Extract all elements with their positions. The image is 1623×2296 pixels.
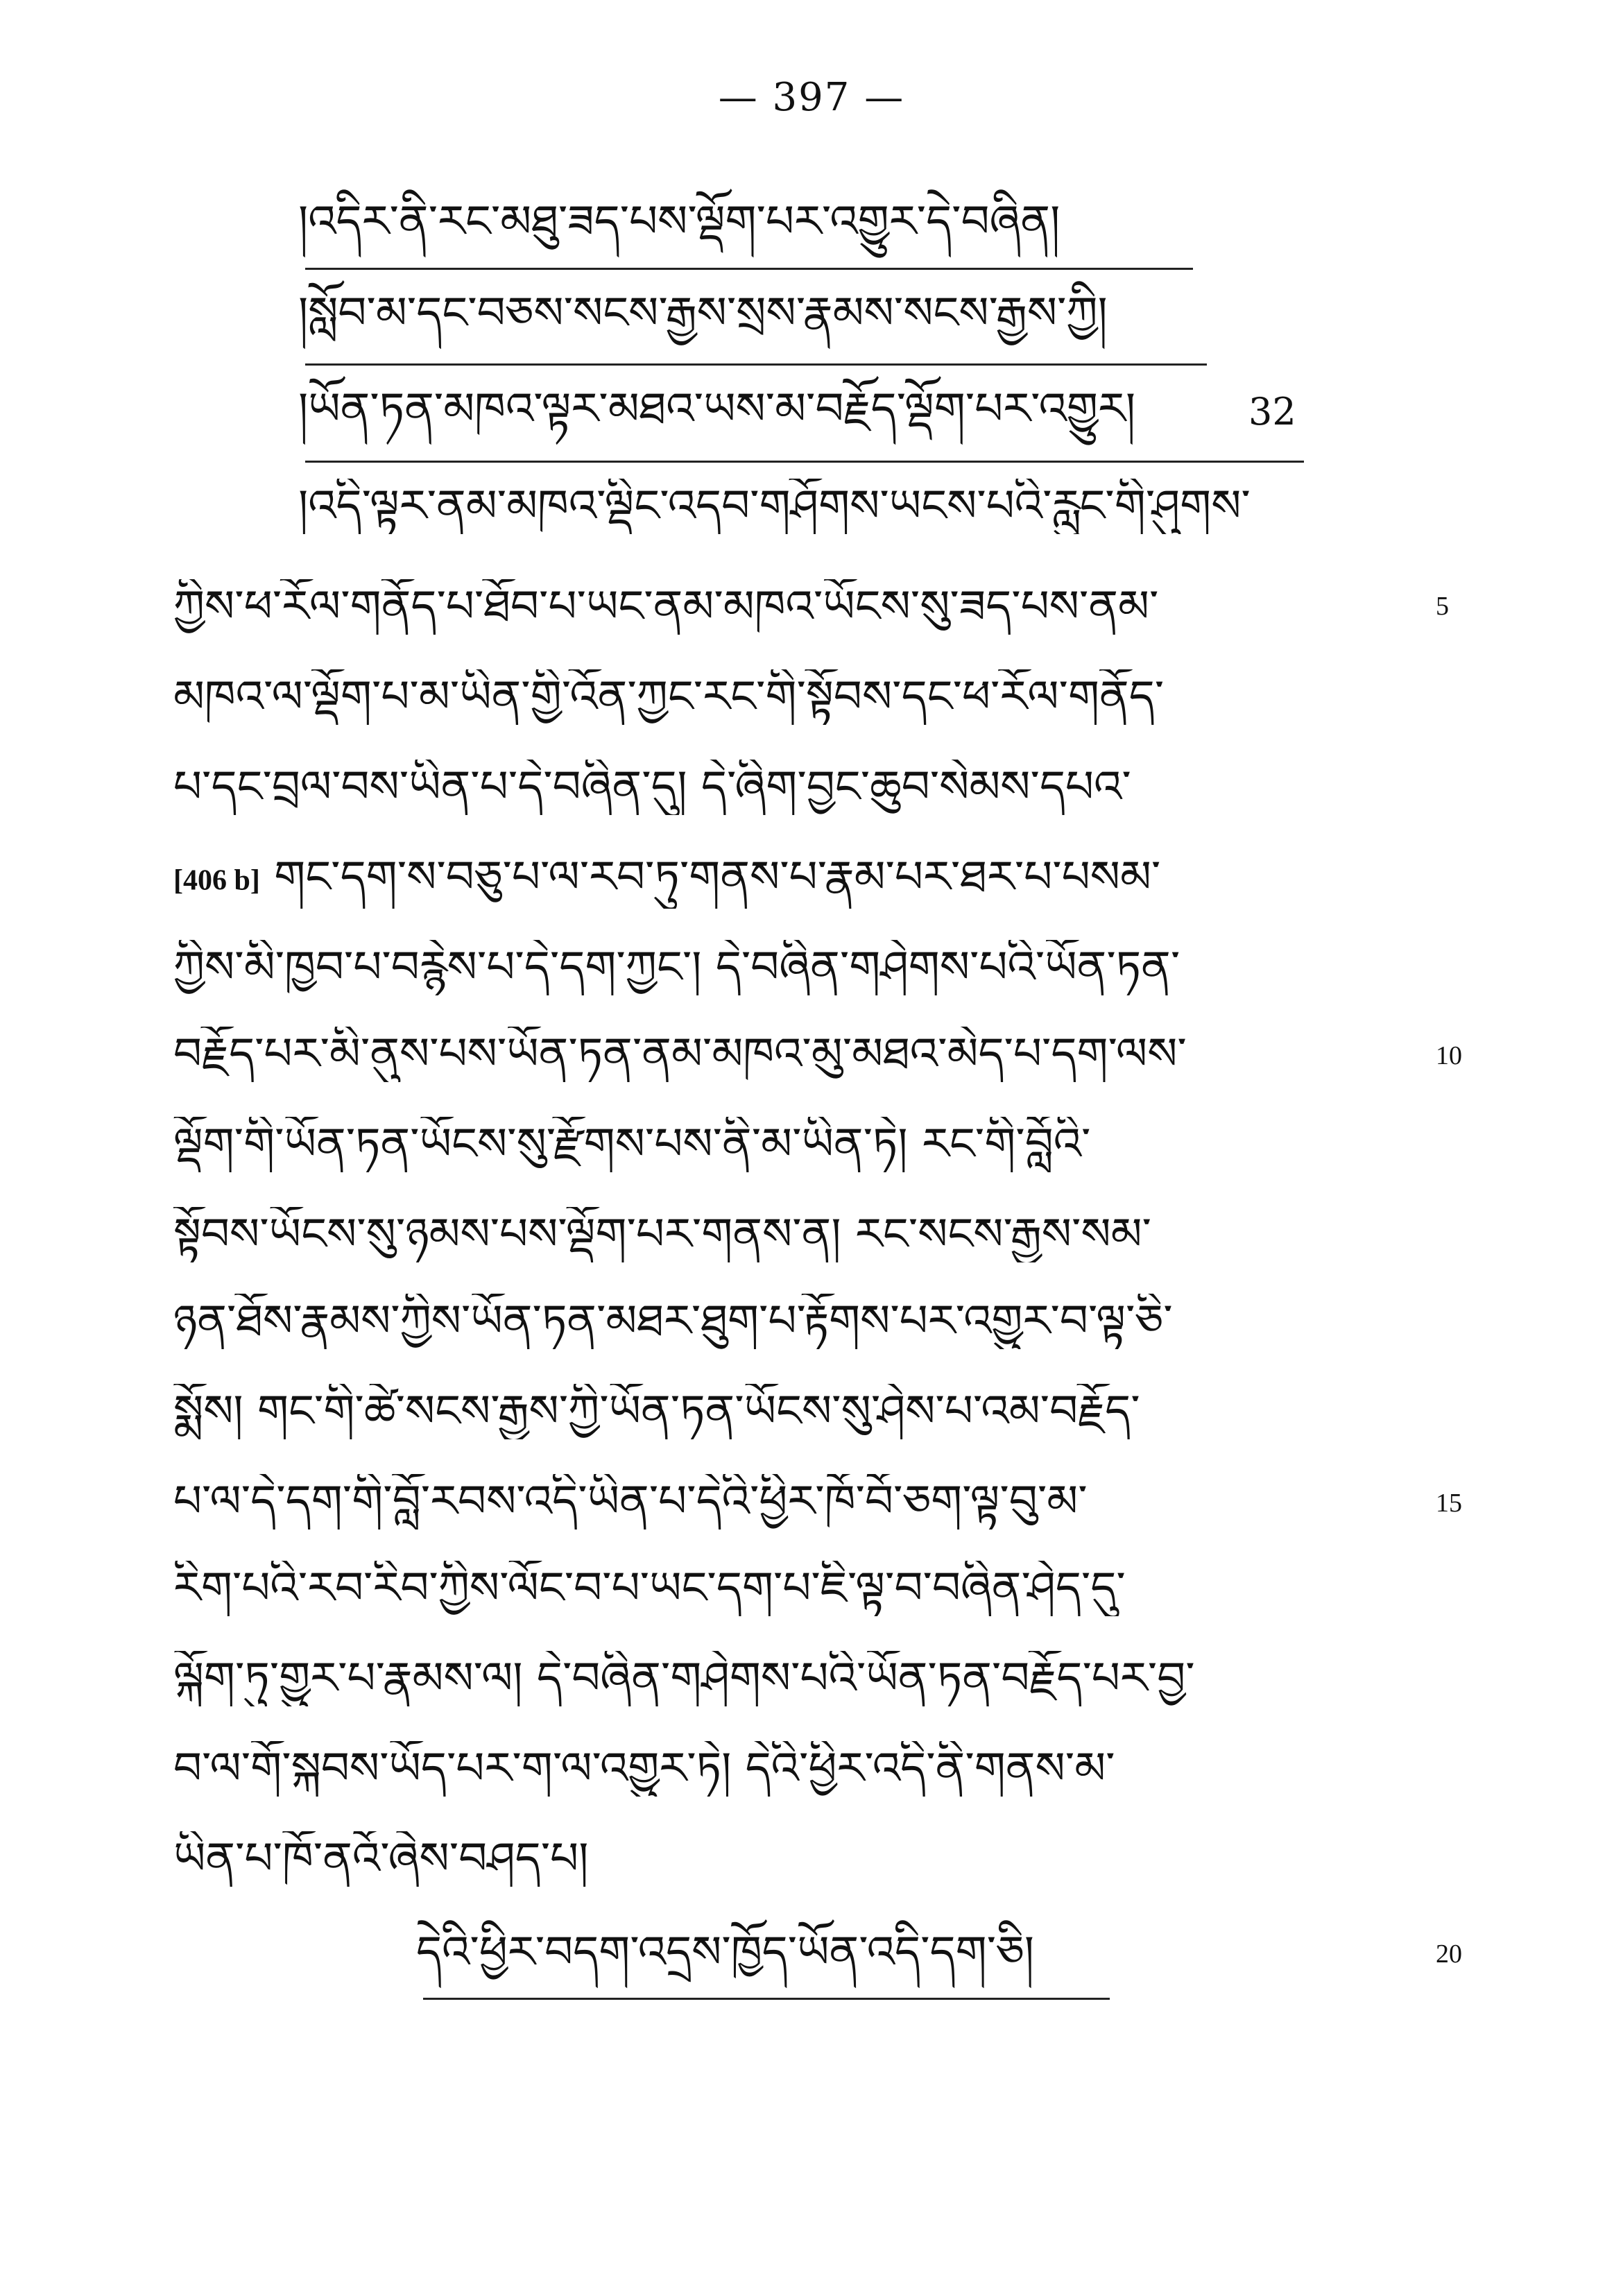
prose-line-8: ལྡོག་གི་ཡོན་ཏན་ཡོངས་སུ་རྫོགས་པས་ནི་མ་ཡིན་ཏེ། རང་གི་བློའི་ [173,1119,1091,1170]
line-number-5: 5 [1436,592,1449,621]
prose-line-11: སྨོས། གང་གི་ཚེ་སངས་རྒྱས་ཀྱི་ཡོན་ཏན་ཡོངས་སུ་ཤེས་པ་འམ་བརྗོད་ [173,1386,1140,1437]
prose-line-5-text: གང་དག་ས་བཅུ་པ་ལ་རབ་ཏུ་གནས་པ་རྣམ་པར་ཐར་པ་པསམ་ [274,852,1161,903]
line-number-10: 10 [1436,1041,1462,1070]
line-number-15: 15 [1436,1489,1462,1518]
line-number-20: 20 [1436,1939,1462,1969]
prose-line-9: སྟོབས་ཡོངས་སུ་ཉམས་པས་ལྡོག་པར་གནས་ན། རང་སངས་རྒྱས་སམ་ [173,1209,1151,1260]
closing-verse-rule [423,1998,1110,2000]
verse-1: །འདིར་ནི་རང་མཐུ་ཟད་པས་ལྡོག་པར་འགྱུར་དེ་བཞིན། [298,196,1060,248]
prose-line-12: པ་ལ་དེ་དག་གི་བློ་རབས་འདི་ཡིན་པ་དེའི་ཕྱིར་ཁོ་བོ་ཅག་ལྟ་བུ་མ་ [173,1476,1088,1527]
verse-1-rule [305,268,1193,270]
prose-line-15: བ་ལ་གོ་སྐབས་ཡོད་པར་ག་ལ་འགྱུར་ཏེ། དེའི་ཕྱིར་འདི་ནི་གནས་མ་ [173,1743,1115,1794]
verse-2: །སློབ་མ་དང་བཅས་སངས་རྒྱས་སྲས་རྣམས་སངས་རྒྱས་ཀྱི། [298,288,1108,339]
folio-marker: [406 b] [173,864,260,897]
page-number: — 397 — [718,75,905,120]
closing-verse: དེའི་ཕྱིར་བདག་འདྲས་ཁྱོད་ཡོན་འདི་དག་ཅི། [416,1927,1035,1978]
verse-3-rule [305,461,1304,463]
prose-line-5 [173,850,1408,909]
verse-3: །ཡོན་ཏན་མཁའ་ལྟར་མཐའ་ཡས་མ་བརྗོད་ལྡོག་པར་འགྱུར། [298,384,1136,435]
prose-line-1: །འདི་ལྟར་ནམ་མཁའ་ལྡིང་འདབ་གཤོགས་ཡངས་པའི་རླུང་གི་ཤུགས་ [298,481,1251,532]
prose-line-4: པ་དང་བྲལ་བས་ཡིན་པ་དེ་བཞིན་དུ། དེ་ཞིག་བྱང་ཆུབ་སེམས་དཔའ་ [173,762,1131,813]
prose-line-3: མཁའ་ལ་ལྡོག་པ་མ་ཡིན་གྱི་འོན་ཀྱང་རང་གི་སྟོབས་དང་ཕ་རོལ་གནོད་ [173,671,1165,723]
prose-line-14: ལྐོག་ཏུ་གྱུར་པ་རྣམས་ལ། དེ་བཞིན་གཤེགས་པའི་ཡོན་ཏན་བརྗོད་པར་བྱ་ [173,1653,1195,1704]
prose-line-7: བརྗོད་པར་མི་ནུས་པས་ཡོན་ཏན་ནམ་མཁའ་མུ་མཐའ་མེད་པ་དག་ལས་ [173,1029,1187,1080]
verse-2-rule [305,363,1207,366]
prose-line-2: ཀྱིས་ཕ་རོལ་གནོད་པ་ཐོབ་པ་ཡང་ནམ་མཁའ་ཡོངས་སུ་ཟད་པས་ནམ་ [173,581,1159,633]
prose-line-6: ཀྱིས་མི་ཁྱབ་པ་བརྙེས་པ་དེ་དག་ཀྱང་། དེ་བཞིན་གཤེགས་པའི་ཡོན་ཏན་ [173,942,1180,993]
prose-line-10: ཉན་ཐོས་རྣམས་ཀྱིས་ཡོན་ཏན་མཐར་ཐུག་པ་རྟོགས་པར་འགྱུར་བ་ལྟ་ཅི་ [173,1296,1173,1347]
verse-number-32: 32 [1248,390,1296,434]
prose-line-13: རིག་པའི་རབ་རིབ་ཀྱིས་ལོང་བ་པ་ཡང་དག་པ་ཇི་ལྟ་བ་བཞིན་ཤེད་དུ་ [173,1563,1126,1614]
prose-line-16: ཡིན་པ་ཁོ་ནའོ་ཞེས་བཤད་པ། [173,1833,589,1885]
